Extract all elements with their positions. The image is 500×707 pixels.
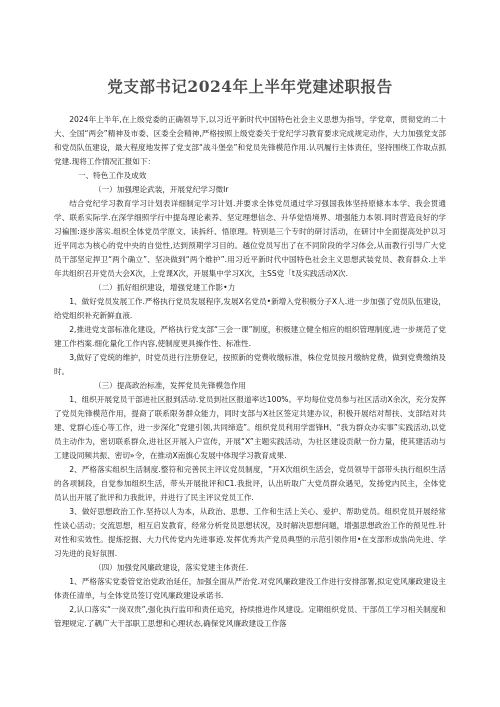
section-heading: 一、特色工作及成效 <box>78 171 147 180</box>
body-paragraph: 1、组织开展党员干部进社区报到活动.党员到社区报道率达100%。平均每位党员参与社区活动X余次，充分发挥了党员先锋模范作用，提裔了联系限务群众能力，同时支部与X社区签定共建办议，积极开展结对帮扶、支部结对共建、党群心连心等工作，进一步深化“党建引领,共同缔造”。组织党员利用学雷锋H、“我为群众办实事”实践活动,以党员主动作为，密切联系群众,进社区开展入户宣传，开展“X”主题实践活动，为社区建设贡献一份力量，使其建活动与工建设同频共振、密切»令，在推动X南旗心发展中体现学习教育成果. <box>54 395 446 460</box>
section-heading: （四）加强党风廉政建设，落实党建主体责任. <box>94 563 249 572</box>
body-paragraph: 2,认口落实“一岗双贵”,强化执行监印和责任追究，持续推进作风建设。定期组织党员、干部员工学习相关制度和管理规定.了耦广大干部职工思想和心理状态,确保党风廉政建设工作落 <box>54 605 446 628</box>
body-paragraph: 1、严格落实党委管党治党政治延任，加强全面从严治党.对党风廉政建没工作进行安排部署,拟定党风廉政建设主体责任清单，与全体党员签订党风廉政建设承诺书. <box>54 577 446 600</box>
section-heading: （一）加强理论武装，开展党纪学习微Ir <box>94 185 229 194</box>
section-heading: （二）抓好组织建设，增强党建工作影•力 <box>94 283 236 292</box>
body-paragraph: 结合党纪学习教育学习计划表详细制定学习计划.并要求全体党员通过学习强国我体坚持原條本本学、我会贯通学、联系实际学.在深学细照学行中提岛理论素养、坚定理想信念、升华觉悟境界、增强能力本领.同时营造良好的学习褊围:逐步落实.组织全体党员学原文、读拆纤、悟原理。特别是三个专时的研讨活动，在研讨中全面提高处护以习近平同志为核心的党中央的自觉性,达到预期学习目的。越位党员写出了在不同阶段的学习体会,从而教行引导广大党员干部坚定捍卫“两个确立”、坚决做到“两个维护”.用习近平新时代中国特色社会主义思想武装党员、教育群众.上半年共组织召开党员大会X次，上党课X次，开展集中学习X次，主SS党「t及实践活动X次. <box>54 199 446 278</box>
body-paragraph: 2024年上半年,在上级党委的正确领导下,以习近平新时代中国特色社会主义思想为指导，学党章，贯彻党的二十大、全国“两会”精神及市委、区委全会精神,严格按照上级党委关于党纪学习教育要求完成规定动作，大力加强党支部和党员队伍建设，最大程度地发挥了党支部“战斗堡垒”和党员先锋模范作用.认巩履行主体责任，坚持围绕工作取点抓党建.现将工作情况汇报如下： <box>54 115 446 166</box>
body-paragraph: 2,推进党支部标准化建设，严格执行党支部“三会一课”制度，积极建立健全相应的组织管理制度,进一步规范了党建工作档案.细化量化工作内容,使制度更具操作性、标准性. <box>54 325 446 348</box>
body-paragraph: 3,做好了党统的维护，时党员进行注册登记，按照新的党费收缴标准，株位党员按月缴纳党费，做到党费缴纳及时。 <box>54 353 446 376</box>
body-paragraph: 3、做好思想政治工作.坚持以人为本，从政治、思想、工作和生活上关心、爱护、帮助党员。组织党员开展经常性谈心活动；交流思想，相互启发教育，经常分析党员思想状况，及时解决思想问题，增强思想政治工作的预见性.针对性和实效性。提炼挖掘、大力代传党内先进事迹.发挥优秀共产党员典型的示范引领作用•在支部形成祟尚先进、学习先进的良好氛围. <box>54 507 446 558</box>
body-paragraph: 2、严格落实组织生活制度.整符和完善民主评议党员制度，“开X次组织生活会，党员领导干部带头执行组织生活的各项制段，自觉参加组织生活，带头开展批评和C1.我批评，认出听取广大党员群众遇见，发扬党内民主，全体党员认出开展了批评和力我批评，并进行了民主评议党员工作. <box>54 465 446 502</box>
document-title: 党支部书记2024年上半年党建述职报告 <box>107 77 393 96</box>
body-paragraph: 1、做好党员发展工作.严格执行党员发展程序,发展X名党员•新增入党积极分子X人.进一步加强了党员队伍建设，给党组织补充新鲜血液. <box>54 297 446 320</box>
document-body <box>54 113 446 631</box>
section-heading: （三）提高政治标准，发挥党员先锋模急作用 <box>94 381 246 390</box>
